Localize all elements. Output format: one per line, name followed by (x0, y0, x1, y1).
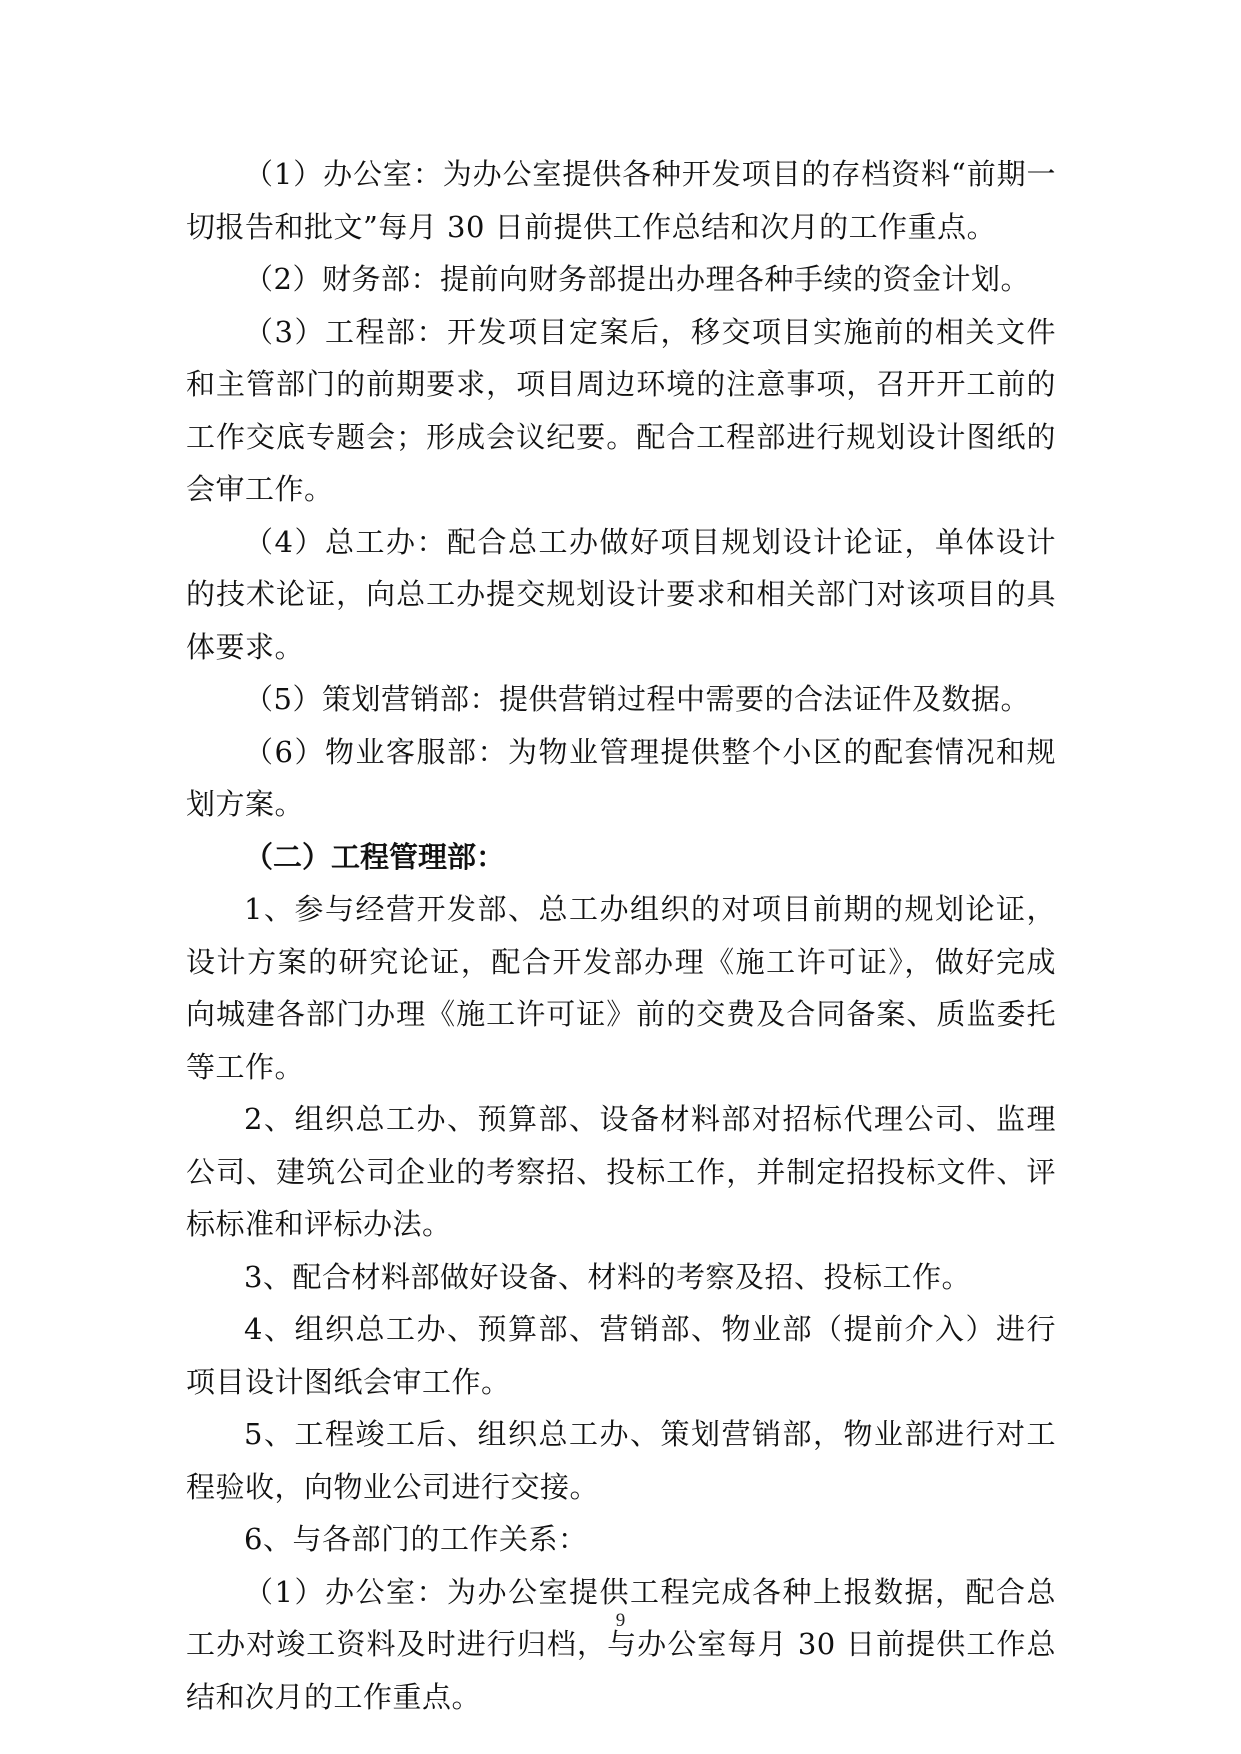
section-item-6-office: （1）办公室：为办公室提供工程完成各种上报数据，配合总工办对竣工资料及时进行归档，与办公室每月 30 日前提供工作总结和次月的工作重点。 (186, 1574, 1056, 1714)
section-item-1: 1、参与经营开发部、总工办组织的对项目前期的规划论证，设计方案的研究论证，配合开发部办理《施工许可证》，做好完成向城建各部门办理《施工许可证》前的交费及合同备案、质监委托等工作。 (186, 892, 1056, 1084)
paragraph-finance: （2）财务部：提前向财务部提出办理各种手续的资金计划。 (244, 262, 1030, 296)
section-item-6: 6、与各部门的工作关系： (244, 1522, 588, 1556)
paragraph-office: （1）办公室：为办公室提供各种开发项目的存档资料“前期一切报告和批文”每月 30 日前提供工作总结和次月的工作重点。 (186, 157, 1056, 244)
section-heading: （二）工程管理部： (244, 839, 506, 874)
paragraph-marketing: （5）策划营销部：提供营销过程中需要的合法证件及数据。 (244, 682, 1030, 716)
section-item-3: 3、配合材料部做好设备、材料的考察及招、投标工作。 (244, 1259, 971, 1294)
paragraph-property: （6）物业客服部：为物业管理提供整个小区的配套情况和规划方案。 (186, 734, 1056, 821)
section-item-4: 4、组织总工办、预算部、营销部、物业部（提前介入）进行项目设计图纸会审工作。 (186, 1312, 1056, 1399)
paragraph-chief-engineer: （4）总工办：配合总工办做好项目规划设计论证，单体设计的技术论证，向总工办提交规划设计要求和相关部门对该项目的具体要求。 (186, 524, 1056, 664)
section-item-2: 2、组织总工办、预算部、设备材料部对招标代理公司、监理公司、建筑公司企业的考察招、投标工作，并制定招投标文件、评标标准和评标办法。 (186, 1102, 1056, 1241)
document-body (186, 148, 1056, 1723)
section-item-5: 5、工程竣工后、组织总工办、策划营销部，物业部进行对工程验收，向物业公司进行交接。 (186, 1417, 1056, 1504)
page-number: 9 (615, 1610, 626, 1631)
paragraph-engineering: （3）工程部：开发项目定案后，移交项目实施前的相关文件和主管部门的前期要求，项目周边环境的注意事项，召开开工前的工作交底专题会；形成会议纪要。配合工程部进行规划设计图纸的会审工作。 (186, 314, 1056, 506)
